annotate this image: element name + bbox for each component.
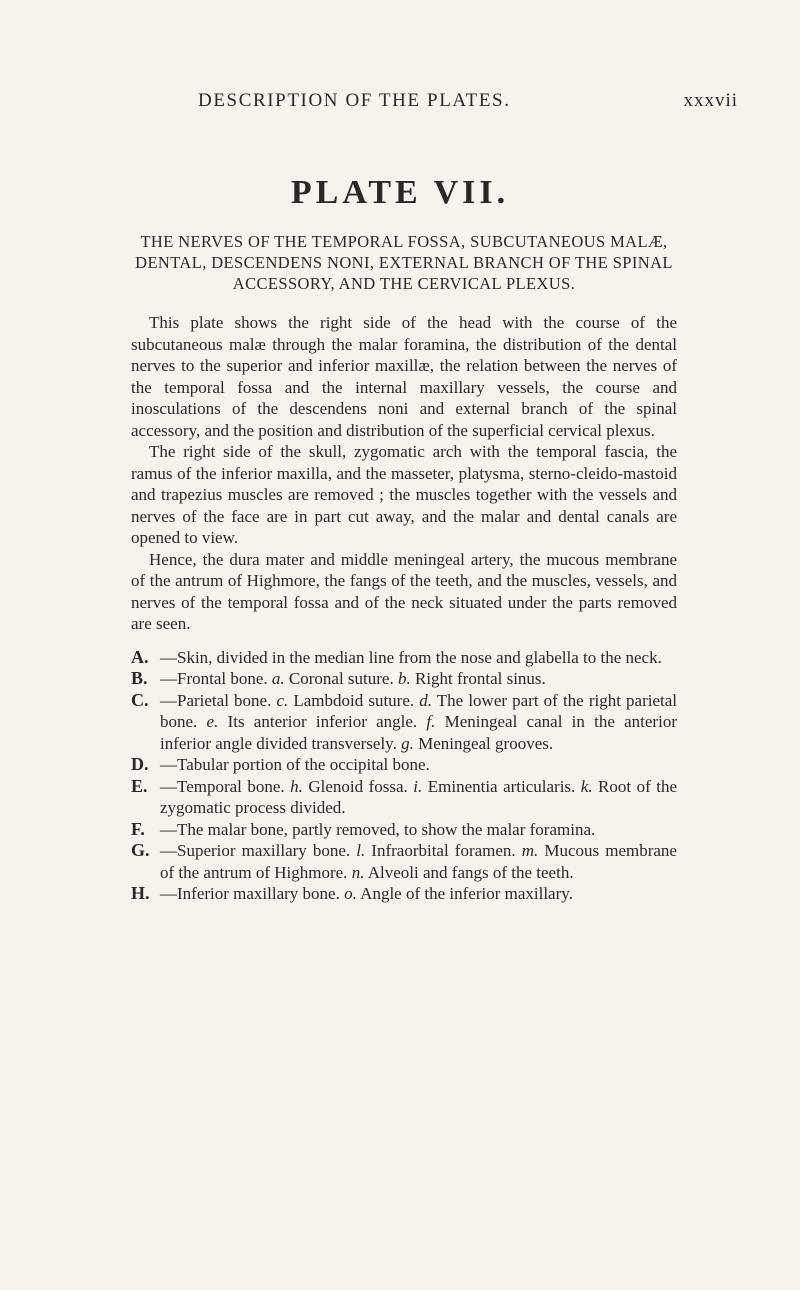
running-title: DESCRIPTION OF THE PLATES.: [198, 90, 511, 111]
plate-title: PLATE VII.: [290, 174, 510, 211]
paragraph: The right side of the skull, zygomatic arch with the temporal fascia, the ramus of the inferior maxilla, and the masseter, platysma, sterno-cleido-mastoid and trapezius muscles are removed ; the muscles together with the vessels and nerves of the face are in part cut away, and the malar and dental canals are opened to view.: [131, 442, 677, 547]
legend-key: G.: [131, 840, 150, 860]
legend-key: F.: [131, 818, 145, 839]
page-number: xxxvii: [683, 90, 738, 111]
legend-entry: [131, 647, 677, 669]
legend-text: —Skin, divided in the median line from the nose and glabella to the neck.: [160, 647, 662, 667]
legend-key: A.: [131, 646, 149, 667]
legend-key: D.: [131, 754, 149, 774]
legend-text: —Temporal bone. h. Glenoid fossa. i. Eminentia articularis. k. Root of the zygomatic process divided.: [160, 776, 677, 817]
legend-entry: [131, 754, 677, 776]
plate-subtitle: THE NERVES OF THE TEMPORAL FOSSA, SUBCUTANEOUS MALÆ, DENTAL, DESCENDENS NONI, EXTERNAL BRANCH OF THE SPINAL ACCESSORY, AND THE CERVICAL PLEXUS.: [135, 232, 673, 293]
legend-entry: [131, 840, 677, 883]
running-head: [198, 90, 738, 116]
legend-key: C.: [131, 689, 149, 710]
paragraph: Hence, the dura mater and middle meningeal artery, the mucous membrane of the antrum of Highmore, the fangs of the teeth, and the muscles, vessels, and nerves of the temporal fossa and of the neck situated under the parts removed are seen.: [131, 549, 677, 633]
legend-text: —Parietal bone. c. Lambdoid suture. d. The lower part of the right parietal bone. e. Its anterior inferior angle. f. Meningeal canal in the anterior inferior angle divided transversely. g. Meningeal grooves.: [160, 690, 678, 753]
legend-entry: [131, 883, 677, 905]
legend-text: —Superior maxillary bone. l. Infraorbital foramen. m. Mucous membrane of the antrum of Highmore. n. Alveoli and fangs of the teeth.: [160, 841, 677, 882]
legend-text: —The malar bone, partly removed, to show the malar foramina.: [160, 819, 596, 839]
legend-key: E.: [131, 775, 148, 796]
legend-entry: [131, 776, 677, 819]
legend-entry: [131, 668, 677, 690]
legend-key: B.: [131, 668, 148, 688]
legend-key: H.: [131, 883, 150, 903]
legend-text: —Inferior maxillary bone. o. Angle of the inferior maxillary.: [160, 884, 573, 903]
legend-entries: [131, 647, 677, 905]
paragraph: This plate shows the right side of the head with the course of the subcutaneous malæ through the malar foramina, the distribution of the dental nerves to the superior and inferior maxillæ, the relation between the nerves of the temporal fossa and the internal maxillary vessels, the course and inosculations of the descendens noni and external branch of the spinal accessory, and the position and distribution of the superficial cervical plexus.: [131, 313, 677, 440]
legend-text: —Frontal bone. a. Coronal suture. b. Right frontal sinus.: [160, 669, 546, 688]
plate-description: [131, 312, 677, 905]
legend-entry: [131, 690, 677, 755]
legend-entry: [131, 819, 677, 841]
legend-text: —Tabular portion of the occipital bone.: [160, 755, 430, 774]
